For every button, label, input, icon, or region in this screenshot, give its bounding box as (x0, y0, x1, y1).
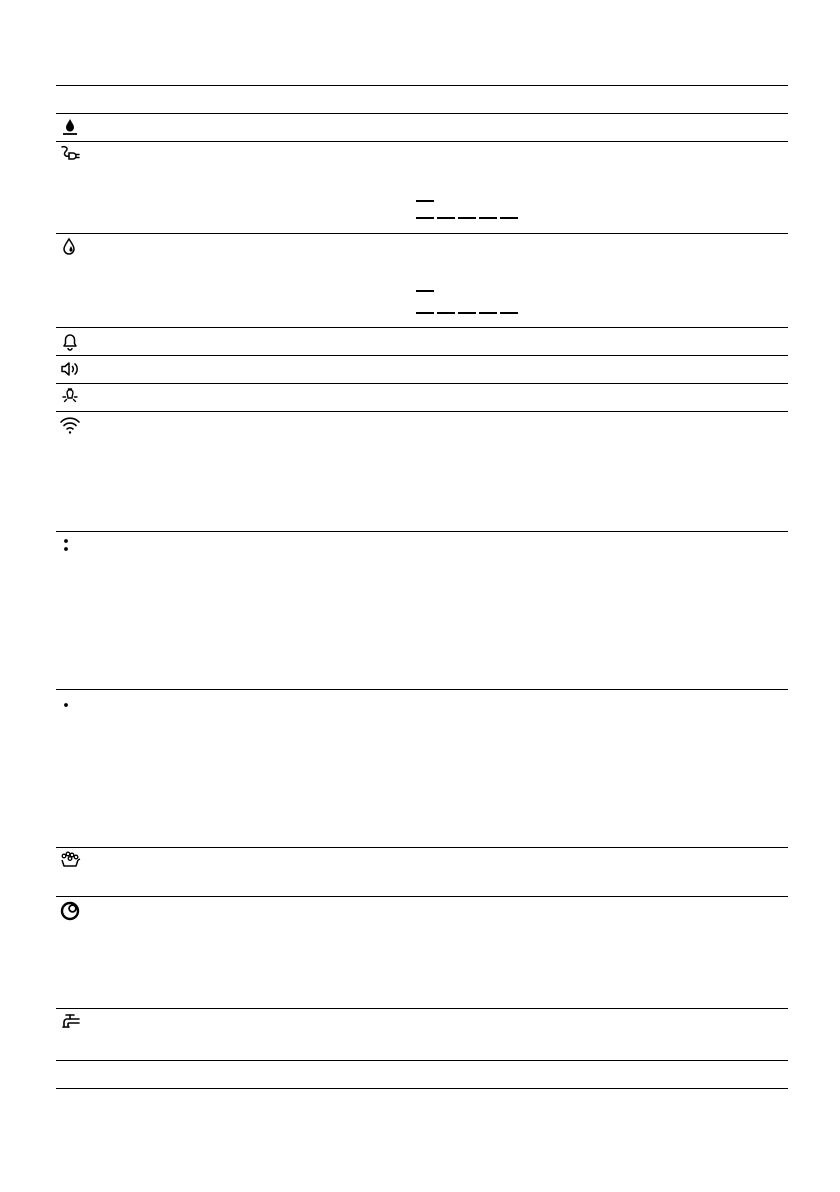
row-divider (56, 847, 788, 848)
water-tap-icon (59, 1011, 81, 1033)
plug-cord-icon (59, 144, 81, 166)
lightbulb-icon (59, 386, 81, 408)
level-dash-short (416, 200, 434, 202)
level-dash-row (458, 312, 476, 314)
row-divider (56, 689, 788, 690)
row-divider (56, 896, 788, 897)
row-divider (56, 1060, 788, 1061)
level-dash-row (437, 312, 455, 314)
row-divider (56, 411, 788, 412)
table-top-rule (56, 85, 788, 86)
level-dash-row (416, 312, 434, 314)
table-bottom-rule (56, 1088, 788, 1089)
level-dash-short (416, 290, 434, 292)
row-divider (56, 1008, 788, 1009)
level-dash-row (416, 217, 434, 219)
rinse-aid-drop-icon (59, 236, 81, 258)
bell-icon (59, 330, 81, 352)
level-dash-row (500, 312, 518, 314)
water-hardness-icon (59, 116, 81, 138)
row-divider (56, 531, 788, 532)
single-dot-icon (59, 694, 81, 716)
row-divider (56, 355, 788, 356)
level-dash-row (458, 217, 476, 219)
two-dots-icon (59, 536, 81, 558)
bubbles-basin-icon (59, 850, 81, 872)
dishwasher-tablet-icon (59, 900, 81, 922)
row-divider (56, 233, 788, 234)
header-rule (56, 113, 788, 114)
level-dash-row (479, 312, 497, 314)
row-divider (56, 327, 788, 328)
wifi-icon (59, 414, 81, 436)
level-dash-row (500, 217, 518, 219)
level-dash-row (437, 217, 455, 219)
speaker-volume-icon (59, 358, 81, 380)
row-divider (56, 383, 788, 384)
level-dash-row (479, 217, 497, 219)
row-divider (56, 141, 788, 142)
